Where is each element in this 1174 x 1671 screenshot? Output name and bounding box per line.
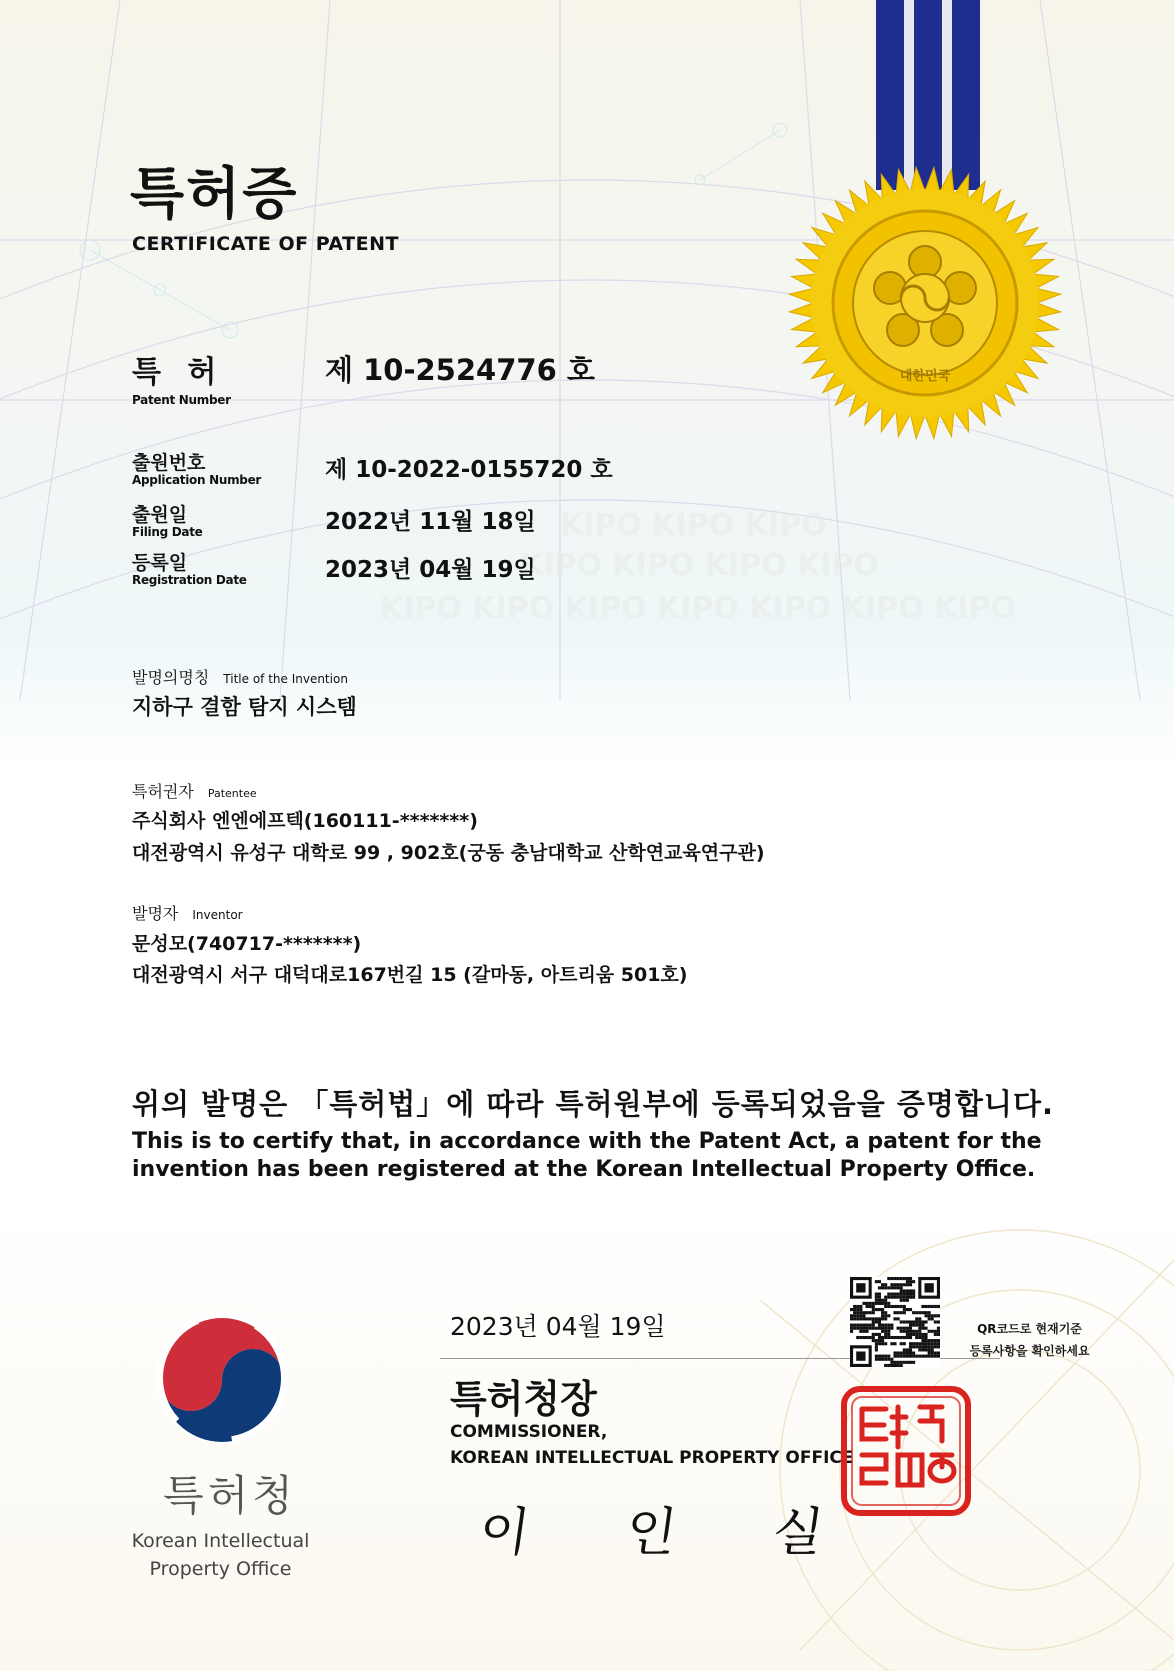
qr-instruction-line2: 등록사항을 확인하세요 (969, 1344, 1090, 1358)
svg-text:대한민국: 대한민국 (899, 369, 951, 384)
application-number-label-en: Application Number (132, 473, 262, 487)
issue-date: 2023년 04월 19일 (450, 1312, 666, 1341)
patent-number-label-en: Patent Number (132, 393, 231, 407)
inventor-address: 대전광역시 서구 대덕대로167번길 15 (갈마동, 아트리움 501호) (132, 964, 688, 986)
svg-text:KIPO KIPO KIPO KIPO KIPO KIPO: KIPO KIPO KIPO KIPO KIPO KIPO KIPO (380, 591, 1016, 626)
commissioner-title-en-line2: KOREAN INTELLECTUAL PROPERTY OFFICE (450, 1448, 854, 1468)
commissioner-title-en (450, 1419, 853, 1471)
invention-label: 발명의명칭 (132, 668, 210, 687)
registration-date-value: 2023년 04월 19일 (325, 557, 536, 583)
inventor-label-en: Inventor (192, 908, 243, 922)
patent-number-label: 특 허 (132, 355, 225, 390)
invention-label-row (132, 665, 348, 688)
svg-text:KIPO KIPO KIPO KIPO: KIPO KIPO KIPO KIPO (520, 548, 879, 583)
certification-text-en: This is to certify that, in accordance with the Patent Act, a patent for the invention has been registered at the Korean Intellectual Property Office. (132, 1129, 1042, 1182)
patentee-label-row (132, 779, 257, 802)
commissioner-signature: 이 인 실 (475, 1503, 868, 1563)
qr-instruction (942, 1318, 1117, 1362)
inventor-label: 발명자 (132, 904, 179, 923)
kipo-logo-name-en (118, 1527, 323, 1583)
invention-title: 지하구 결함 탐지 시스템 (132, 695, 357, 719)
patentee-name: 주식회사 엔엔에프텍(160111-*******) (132, 810, 478, 832)
application-number-value: 제 10-2022-0155720 호 (325, 457, 613, 483)
commissioner-title-ko: 특허청장 (450, 1377, 597, 1421)
inventor-label-row (132, 901, 243, 924)
registration-date-label-en: Registration Date (132, 573, 247, 587)
kipo-logo-name-ko: 특허청 (163, 1471, 297, 1520)
inventor-name: 문성모(740717-*******) (132, 933, 362, 955)
invention-label-en: Title of the Invention (223, 672, 348, 686)
kipo-logo-icon (152, 1308, 292, 1448)
kipo-logo-name-en-line2: Property Office (149, 1558, 292, 1580)
patentee-label: 특허권자 (132, 782, 194, 801)
registration-date-label: 등록일 (132, 552, 188, 574)
patentee-label-en: Patentee (207, 787, 257, 800)
certificate-subtitle: CERTIFICATE OF PATENT (132, 233, 399, 255)
patent-number-value: 제 10-2524776 호 (325, 353, 595, 387)
certificate-title: 특허증 (130, 162, 299, 227)
kipo-logo-name-en-line1: Korean Intellectual (131, 1530, 310, 1552)
svg-text:KIPO KIPO KIPO: KIPO KIPO KIPO (560, 508, 827, 543)
filing-date-label: 출원일 (132, 504, 188, 526)
qr-code[interactable] (850, 1277, 940, 1367)
application-number-label: 출원번호 (132, 452, 206, 474)
certification-text-ko: 위의 발명은 「특허법」에 따라 특허원부에 등록되었음을 증명합니다. (132, 1087, 1054, 1121)
patentee-address: 대전광역시 유성구 대학로 99 , 902호(궁동 충남대학교 산학연교육연구관) (132, 842, 765, 864)
official-seal-stamp (840, 1385, 972, 1517)
qr-instruction-line1: QR코드로 현재기준 (977, 1322, 1082, 1336)
commissioner-title-en-line1: COMMISSIONER, (450, 1422, 608, 1442)
filing-date-value: 2022년 11월 18일 (325, 509, 536, 535)
filing-date-label-en: Filing Date (132, 525, 203, 539)
